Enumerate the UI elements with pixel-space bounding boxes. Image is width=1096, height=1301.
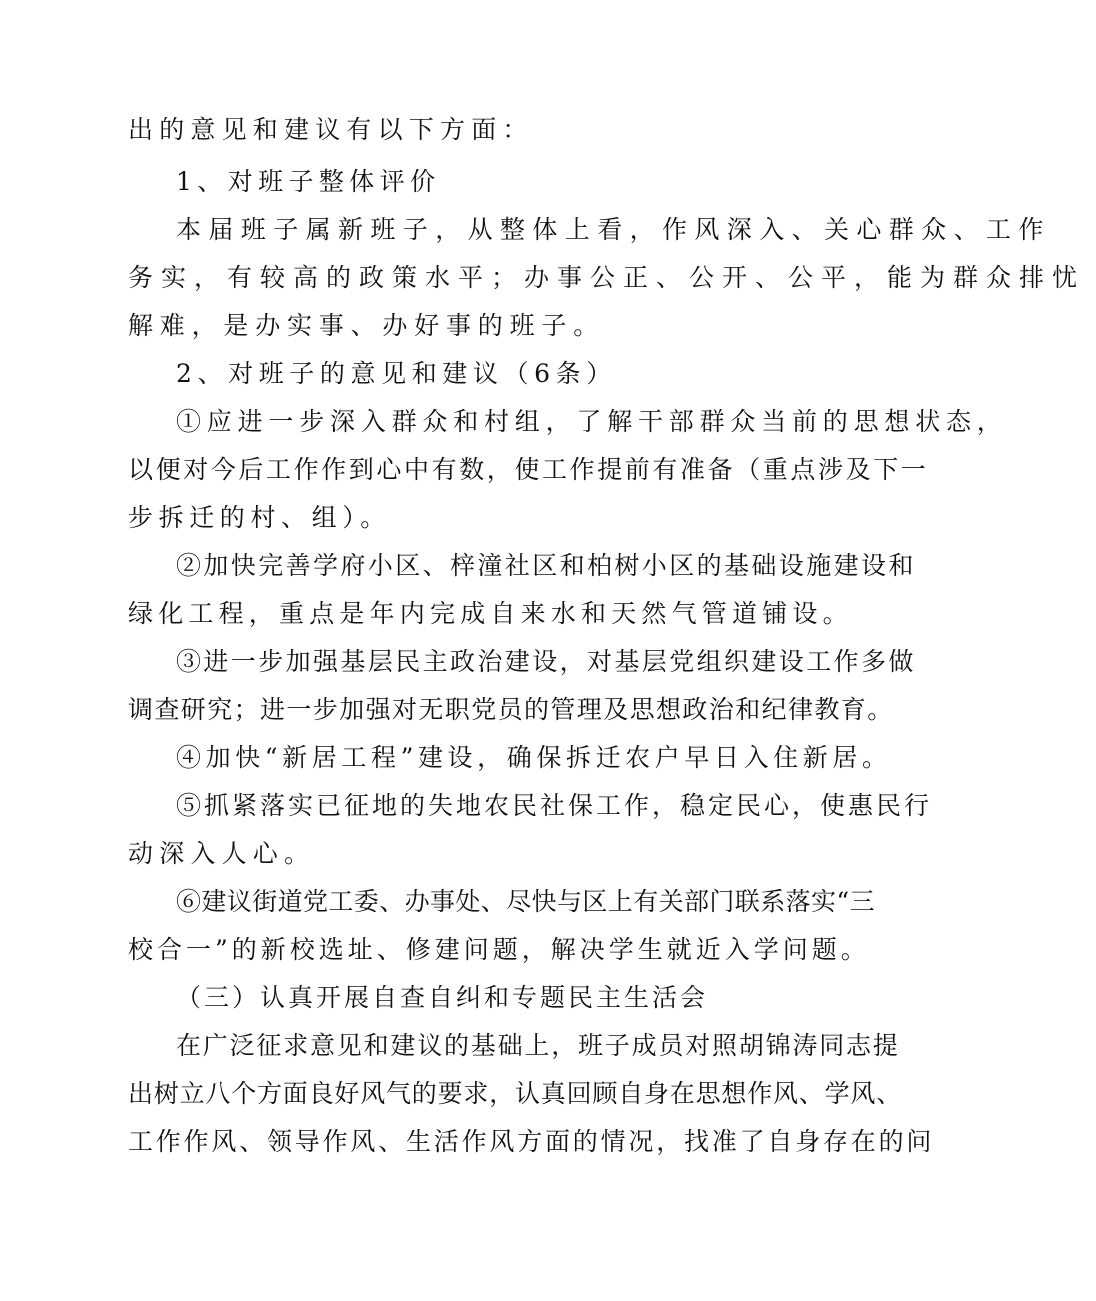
section-heading-1: 1、对班子整体评价 [176, 167, 441, 196]
text-line: 校合一”的新校选址、修建问题，解决学生就近入学问题。 [128, 935, 870, 964]
text-line: ⑤抓紧落实已征地的失地农民社保工作，稳定民心，使惠民行 [176, 791, 933, 820]
text-line: ③进一步加强基层民主政治建设，对基层党组织建设工作多做 [176, 647, 916, 676]
text-line: 在广泛征求意见和建议的基础上，班子成员对照胡锦涛同志提 [176, 1031, 900, 1060]
text-line: ①应进一步深入群众和村组，了解干部群众当前的思想状态， [176, 407, 1008, 436]
text-line: 绿化工程，重点是年内完成自来水和天然气管道铺设。 [128, 599, 853, 628]
section-heading-3: （三）认真开展自查自纠和专题民主生活会 [176, 983, 709, 1012]
text-line: 解难，是办实事、办好事的班子。 [128, 311, 606, 340]
text-line: 以便对今后工作作到心中有数，使工作提前有准备（重点涉及下一 [128, 455, 929, 484]
text-line: ④加快“新居工程”建设，确保拆迁农户早日入住新居。 [176, 743, 892, 772]
text-line: 本届班子属新班子，从整体上看，作风深入、关心群众、工作 [176, 215, 1051, 244]
section-heading-2: 2、对班子的意见和建议（6条） [176, 359, 617, 388]
text-line: 出树立八个方面良好风气的要求，认真回顾自身在思想作风、学风、 [128, 1079, 903, 1108]
text-line: 工作作风、领导作风、生活作风方面的情况，找准了自身存在的问 [128, 1127, 935, 1156]
text-line: 调查研究；进一步加强对无职党员的管理及思想政治和纪律教育。 [128, 695, 894, 724]
text-line: ⑥建议街道党工委、办事处、尽快与区上有关部门联系落实“三 [176, 887, 875, 916]
text-line: 出的意见和建议有以下方面： [128, 115, 534, 144]
text-line: 步拆迁的村、组）。 [128, 503, 391, 532]
text-line: ②加快完善学府小区、梓潼社区和柏树小区的基础设施建设和 [176, 551, 916, 580]
text-line: 务实，有较高的政策水平；办事公正、公开、公平，能为群众排忧 [128, 263, 1086, 292]
text-line: 动深入人心。 [128, 839, 316, 868]
